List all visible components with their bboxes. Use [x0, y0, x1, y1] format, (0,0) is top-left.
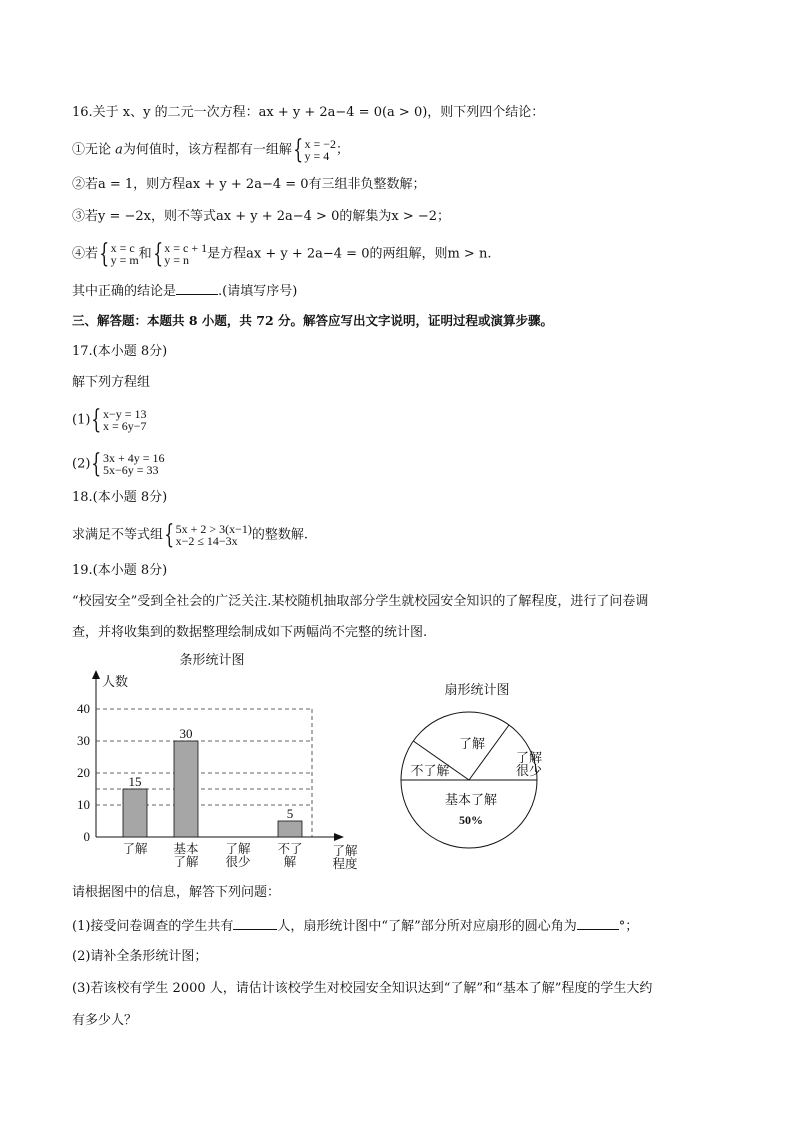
s1-blank-count[interactable]: [233, 917, 277, 930]
q19-para-2: 查，并将收集到的数据整理绘制成如下两幅尚不完整的统计图.: [72, 625, 428, 640]
q16-stem: 16.关于 x、y 的二元一次方程：ax + y + 2a−4 = 0(a > 0)，则下列四个结论：: [72, 105, 545, 120]
y-tick-0: 0: [83, 829, 90, 844]
c4-and: 和: [138, 246, 152, 262]
q19-para-1: “校园安全”受到全社会的广泛关注.某校随机抽取部分学生就校园安全知识的了解程度，进行了问卷调: [72, 594, 649, 609]
p2-row1: 3x + 4y = 16: [102, 451, 165, 465]
bar-基本了解: [174, 741, 198, 837]
x-axis-arrow: [334, 833, 344, 841]
q18-heading: 18.(本小题 8分): [72, 490, 168, 505]
p2-row2: 5x−6y = 33: [102, 463, 159, 477]
s1-post: °；: [618, 919, 639, 934]
s1-blank-angle[interactable]: [577, 917, 619, 930]
q16-answer-line: [72, 282, 297, 301]
pie-label-了解很少-1: 了解: [515, 751, 543, 766]
c1-sys-row1: x = −2: [304, 137, 337, 151]
c1-mid: 为何值时，该方程都有一组解: [122, 142, 292, 158]
bar-chart: [72, 648, 372, 876]
c4-sys2-row1: x = c + 1: [164, 241, 208, 255]
q19-sub-2: (2)请补全条形统计图；: [72, 949, 208, 964]
x-axis-label-2: 程度: [332, 856, 358, 871]
bar-label-基本了解: 30: [179, 726, 193, 741]
q18-pre: 求满足不等式组: [72, 527, 164, 543]
pie-label-基本了解: 基本了解: [444, 793, 498, 808]
answer-pre: 其中正确的结论是: [72, 284, 177, 299]
q18-post: 的整数解.: [251, 527, 308, 543]
p1-label: (1): [72, 412, 91, 428]
x-tick-基本了解-0: 基本: [173, 841, 199, 856]
q18-row1: 5x + 2 > 3(x−1): [175, 522, 252, 536]
y-tick-40: 40: [77, 701, 90, 716]
section-3-heading: 三、解答题：本题共 8 小题，共 72 分。解答应写出文字说明，证明过程或演算步骤。: [72, 313, 554, 328]
q16-conclusion-2: ②若a = 1，则方程ax + y + 2a−4 = 0有三组非负整数解；: [72, 177, 426, 192]
y-axis-label: 人数: [102, 675, 129, 690]
x-tick-不了解-0: 不了: [277, 841, 303, 856]
q19-sub-3b: 有多少人？: [72, 1013, 138, 1028]
x-tick-了解-0: 了解: [122, 841, 148, 856]
y-tick-30: 30: [77, 733, 90, 748]
y-tick-10: 10: [77, 797, 90, 812]
p2-system: { 3x + 4y = 16 5x−6y = 33: [91, 449, 165, 479]
bar-label-了解: 15: [128, 774, 142, 789]
c1-sys-row2: y = 4: [304, 149, 330, 163]
p1-row1: x−y = 13: [102, 407, 147, 421]
c1-var: a: [115, 142, 123, 158]
answer-blank[interactable]: [176, 282, 218, 295]
q17-part-1: [72, 405, 147, 435]
pie-label-了解很少-2: 很少: [515, 764, 543, 779]
c1-pre: ①无论: [72, 142, 112, 158]
q17-part-2: [72, 449, 165, 479]
bar-label-不了解: 5: [286, 806, 294, 821]
c4-system-1: { x = c y = m: [99, 239, 139, 269]
q17-instruction: 解下列方程组: [72, 375, 151, 390]
pie-chart: [395, 676, 575, 854]
pie-percent-基本了解: 50%: [459, 813, 483, 827]
pie-label-不了解: 不了解: [410, 764, 450, 779]
c4-system-2: { x = c + 1 y = n: [152, 239, 208, 269]
x-tick-不了解-1: 解: [283, 854, 297, 869]
p2-label: (2): [72, 456, 91, 472]
x-tick-了解很少-1: 很少: [225, 854, 251, 869]
p1-system: { x−y = 13 x = 6y−7: [91, 405, 147, 435]
q19-sub-3a: (3)若该校有学生 2000 人，请估计该校学生对校园安全知识达到“了解”和“基本了解”程度的学生大约: [72, 981, 653, 996]
q18-row2: x−2 ≤ 14−3x: [175, 534, 238, 548]
q19-heading: 19.(本小题 8分): [72, 563, 168, 578]
answer-post: .(请填写序号): [218, 284, 298, 299]
c4-sys2-row2: y = n: [164, 253, 190, 267]
pie-chart-title: 扇形统计图: [444, 683, 510, 698]
bar-不了解: [278, 821, 302, 837]
q16-conclusion-4: [72, 239, 492, 269]
s1-pre: (1)接受问卷调查的学生共有: [72, 919, 234, 934]
x-tick-了解很少-0: 了解: [225, 841, 251, 856]
bar-chart-title: 条形统计图: [179, 653, 245, 668]
x-axis-label-1: 了解: [332, 843, 358, 858]
c4-sys1-row1: x = c: [110, 241, 135, 255]
q19-sub-1: [72, 917, 638, 936]
p1-row2: x = 6y−7: [102, 419, 147, 433]
pie-label-了解: 了解: [459, 737, 486, 752]
bar-了解: [123, 789, 147, 837]
c1-post: ；: [336, 142, 350, 158]
c4-sys1-row2: y = m: [110, 253, 139, 267]
x-tick-基本了解-1: 了解: [173, 854, 199, 869]
s1-mid: 人，扇形统计图中“了解”部分所对应扇形的圆心角为: [277, 919, 577, 934]
q18-body: [72, 520, 308, 550]
c4-post: 是方程ax + y + 2a−4 = 0的两组解，则m > n.: [207, 246, 492, 262]
q17-heading: 17.(本小题 8分): [72, 344, 168, 359]
q19-after-chart: 请根据图中的信息，解答下列问题：: [72, 885, 281, 900]
q16-conclusion-3: ③若y = −2x，则不等式ax + y + 2a−4 > 0的解集为x > −2；: [72, 209, 451, 224]
y-tick-20: 20: [77, 765, 90, 780]
q18-system: { 5x + 2 > 3(x−1) x−2 ≤ 14−3x: [164, 520, 252, 550]
c1-system: { x = −2 y = 4: [293, 135, 337, 165]
y-axis-arrow: [92, 670, 100, 679]
q16-conclusion-1: [72, 135, 350, 165]
c4-pre: ④若: [72, 246, 99, 262]
